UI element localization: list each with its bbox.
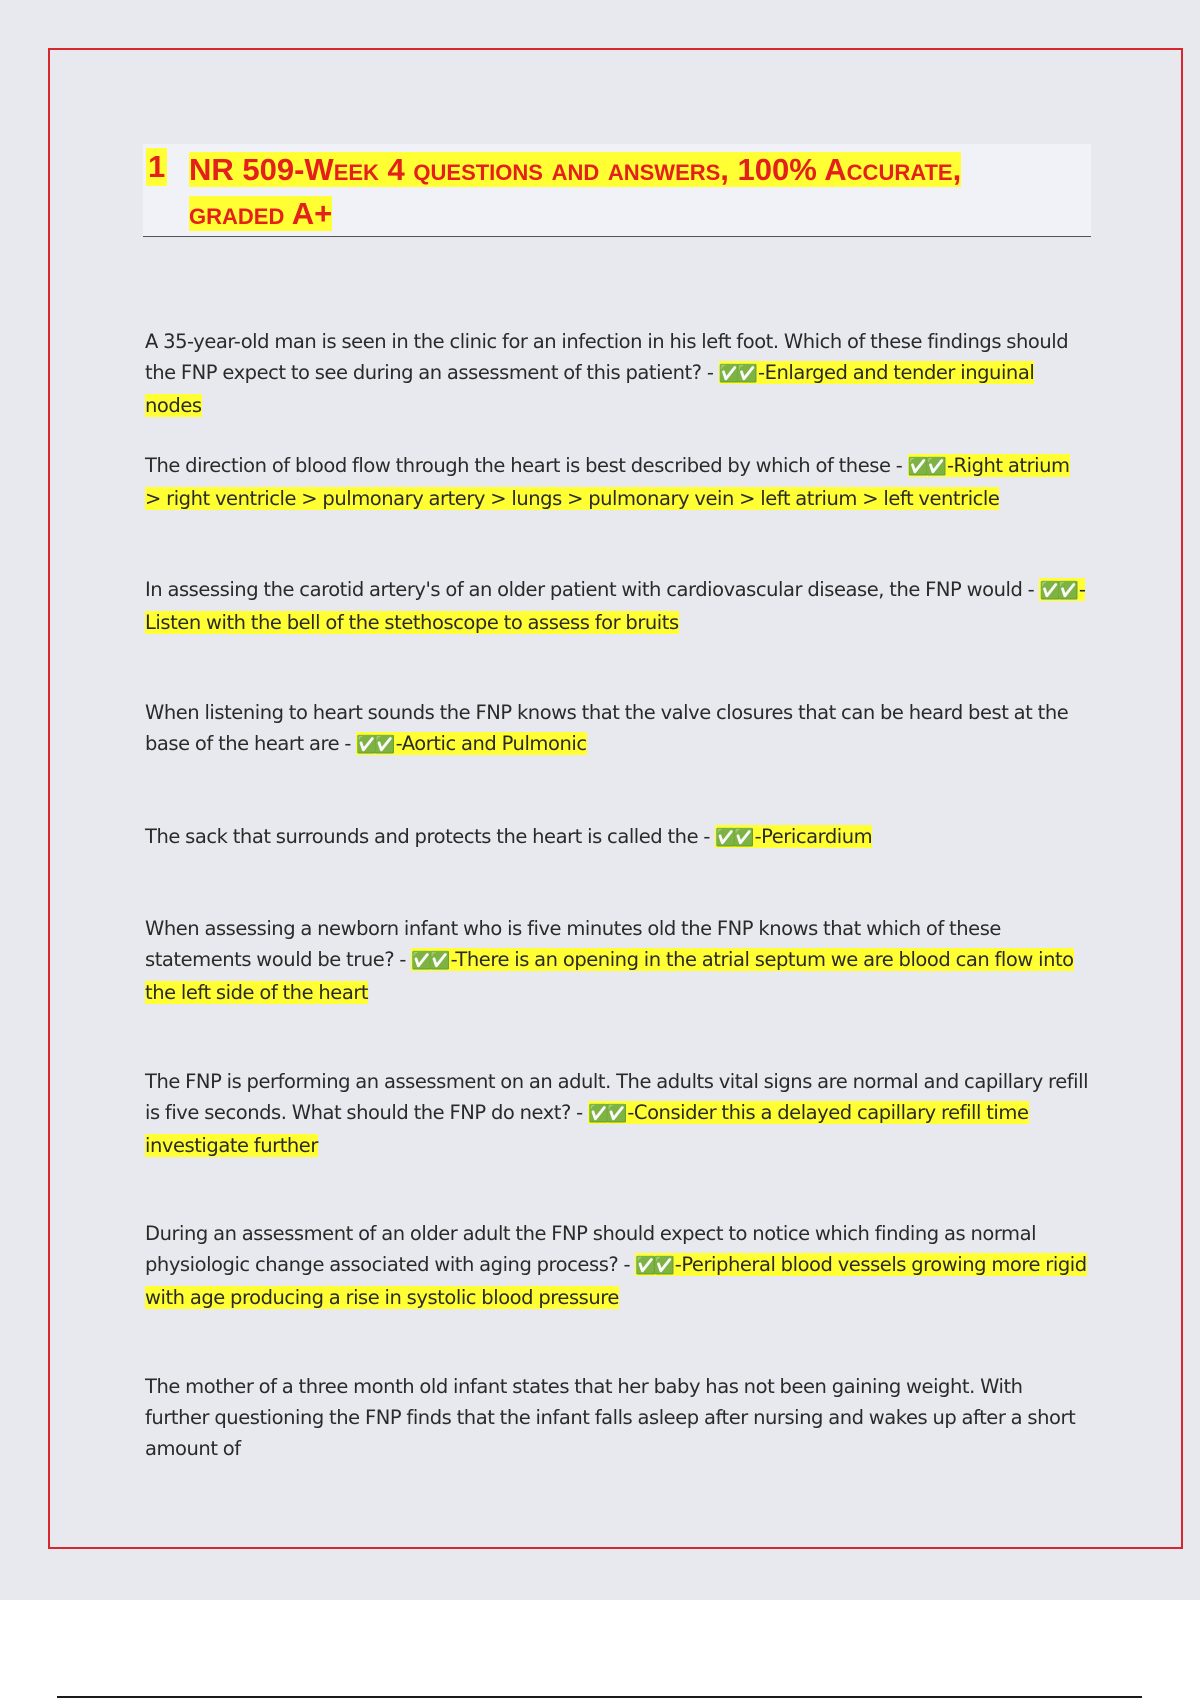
double-check-icon: ✅✅ <box>411 951 448 971</box>
question-text: In assessing the carotid artery's of an older patient with cardiovascular disease, the FNP would - <box>145 578 1040 601</box>
double-check-icon: ✅✅ <box>907 457 944 477</box>
footer-rule <box>57 1696 1142 1698</box>
qa-item-8 <box>145 1218 1090 1313</box>
answer-text: -Listen with the bell of the stethoscope to assess for bruits <box>145 578 1086 634</box>
title-number: 1 <box>148 149 166 184</box>
document-title <box>189 148 1049 236</box>
answer-text: -There is an opening in the atrial septum we are blood can flow into the left side of the heart <box>145 948 1074 1004</box>
qa-item-4 <box>145 697 1090 761</box>
double-check-icon: ✅✅ <box>356 735 393 755</box>
document-title-text: NR 509-Week 4 questions and answers, 100% Accurate, graded A+ <box>189 152 962 231</box>
qa-item-7 <box>145 1066 1090 1161</box>
qa-item-3 <box>145 574 1090 638</box>
double-check-icon: ✅✅ <box>715 828 752 848</box>
question-text: The direction of blood flow through the heart is best described by which of these - <box>145 454 908 477</box>
qa-item-2 <box>145 450 1090 514</box>
question-text: When assessing a newborn infant who is five minutes old the FNP knows that which of these statements would be true? - <box>145 917 1001 971</box>
answer-text: -Pericardium <box>754 825 873 848</box>
double-check-icon: ✅✅ <box>635 1256 672 1276</box>
qa-item-9 <box>145 1371 1090 1464</box>
question-text: The FNP is performing an assessment on an adult. The adults vital signs are normal and capillary refill is five seconds. What should the FNP do next? - <box>145 1070 1089 1124</box>
question-text: When listening to heart sounds the FNP knows that the valve closures that can be heard best at the base of the heart are - <box>145 701 1069 755</box>
answer-text: -Consider this a delayed capillary refill time investigate further <box>145 1101 1029 1157</box>
double-check-icon: ✅✅ <box>587 1104 625 1124</box>
double-check-icon: ✅✅ <box>1039 581 1076 601</box>
title-block <box>143 144 1091 237</box>
question-text: A 35-year-old man is seen in the clinic for an infection in his left foot. Which of these findings should the FNP expect to see during an assessment of this patient? - <box>145 330 1069 384</box>
question-text: The mother of a three month old infant states that her baby has not been gaining weight. With further questioning the FNP finds that the infant falls asleep after nursing and wakes up after a short amount of <box>145 1375 1076 1460</box>
question-text: During an assessment of an older adult the FNP should expect to notice which finding as normal physiologic change associated with aging process? - <box>145 1222 1037 1276</box>
question-text: The sack that surrounds and protects the heart is called the - <box>145 825 716 848</box>
answer-text: -Right atrium > right ventricle > pulmonary artery > lungs > pulmonary vein > left atrium > left ventricle <box>145 454 1070 510</box>
qa-item-5 <box>145 821 1090 854</box>
double-check-icon: ✅✅ <box>718 364 756 384</box>
answer-text: -Aortic and Pulmonic <box>395 732 587 755</box>
answer-text: -Peripheral blood vessels growing more rigid with age producing a rise in systolic blood pressure <box>145 1253 1087 1309</box>
page-border <box>48 48 1183 1549</box>
qa-item-6 <box>145 913 1090 1008</box>
answer-text: -Enlarged and tender inguinal nodes <box>145 361 1035 417</box>
qa-item-1 <box>145 326 1090 421</box>
